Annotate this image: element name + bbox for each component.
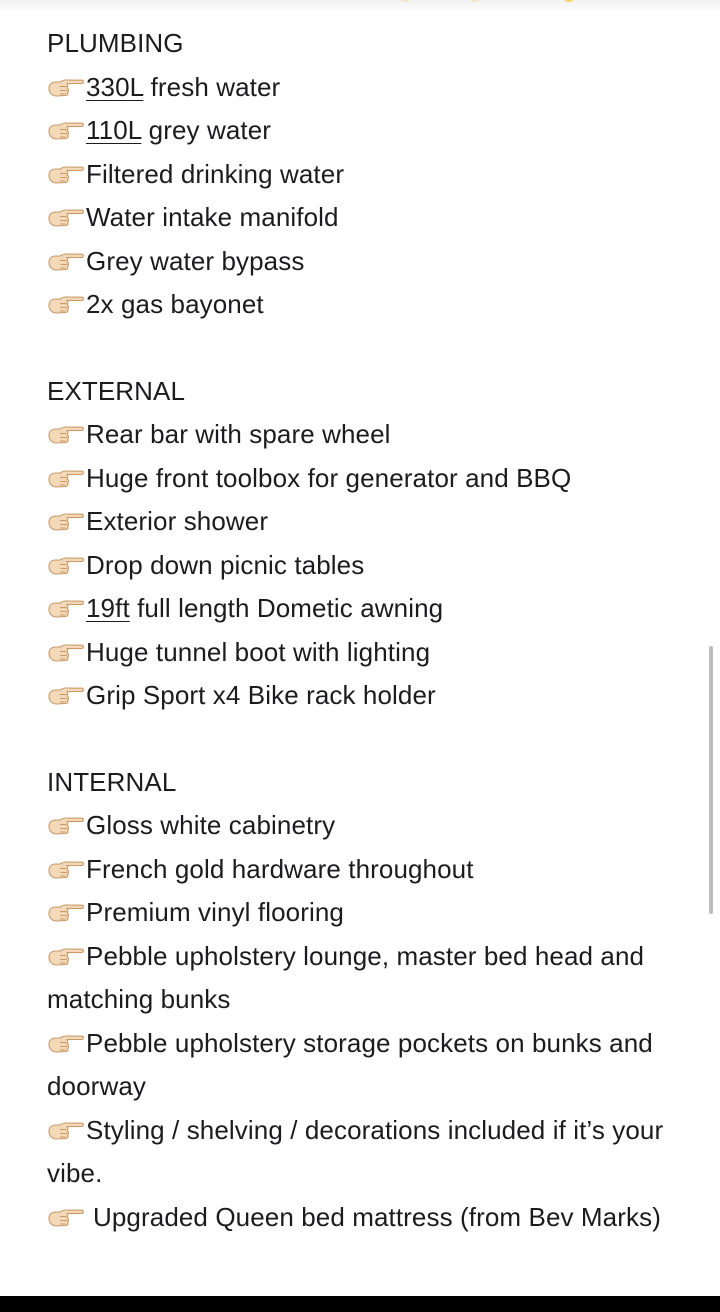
list-item-label: Premium vinyl flooring xyxy=(86,897,344,927)
list-item xyxy=(47,631,687,675)
pointing-hand-icon xyxy=(47,1032,85,1054)
list-item-text xyxy=(86,854,474,884)
list-item-label: Water intake manifold xyxy=(86,202,339,232)
list-item-label: 2x gas bayonet xyxy=(86,289,264,319)
section-internal xyxy=(47,761,687,1240)
pointing-hand-icon xyxy=(47,858,85,880)
top-edge xyxy=(0,0,720,14)
list-item-text xyxy=(86,159,344,189)
list-item xyxy=(47,544,687,588)
pointing-hand-icon xyxy=(47,423,85,445)
list-item-text xyxy=(47,941,644,1015)
list-item xyxy=(47,109,687,153)
note-body[interactable] xyxy=(47,22,687,1239)
list-item-label: Upgraded Queen bed mattress (from Bev Marks) xyxy=(93,1201,661,1232)
list-item xyxy=(47,500,687,544)
list-item xyxy=(47,196,687,240)
pointing-hand-icon xyxy=(47,293,85,315)
list-item-label: Pebble upholstery lounge, master bed head and matching bunks xyxy=(47,940,645,1014)
section-plumbing xyxy=(47,22,687,327)
list-item-label: Exterior shower xyxy=(86,506,269,536)
list-item-text xyxy=(86,680,436,710)
pointing-hand-icon xyxy=(47,901,85,923)
list-item xyxy=(47,153,687,197)
section-external xyxy=(47,370,687,718)
list-item-label: Huge front toolbox for generator and BBQ xyxy=(86,462,572,493)
list-item-text xyxy=(86,506,268,536)
pointing-hand-icon xyxy=(47,163,85,185)
list-item-label: French gold hardware throughout xyxy=(86,853,474,884)
list-item-text xyxy=(86,637,430,667)
list-item xyxy=(47,283,687,327)
list-item xyxy=(47,1022,687,1109)
list-item-label: Styling / shelving / decorations included if it’s your vibe. xyxy=(47,1114,664,1188)
list-item-label: Rear bar with spare wheel xyxy=(86,419,391,449)
list-item xyxy=(47,891,687,935)
pointing-hand-icon xyxy=(47,597,85,619)
list-item-label: Filtered drinking water xyxy=(86,158,345,189)
list-item-text xyxy=(86,463,571,493)
list-item-text xyxy=(93,1202,661,1232)
pointing-hand-icon xyxy=(47,554,85,576)
list-item xyxy=(47,674,687,718)
list-item-text xyxy=(86,810,335,840)
list-item-label: full length Dometic awning xyxy=(129,593,444,623)
section-heading: PLUMBING xyxy=(47,28,184,58)
list-item-label: Grey water bypass xyxy=(86,245,305,276)
section-heading: EXTERNAL xyxy=(47,375,186,406)
list-item-label: Huge tunnel boot with lighting xyxy=(86,636,431,667)
list-item-quantity: 330L xyxy=(86,71,144,102)
list-item xyxy=(47,413,687,457)
bottom-black-bar xyxy=(0,1296,720,1312)
list-item-label: grey water xyxy=(141,115,272,145)
emoji-fragment-icon xyxy=(562,0,576,2)
list-item-text xyxy=(86,593,443,623)
section-heading: INTERNAL xyxy=(47,766,177,797)
pointing-hand-icon xyxy=(47,1206,85,1228)
list-item-label: Grip Sport x4 Bike rack holder xyxy=(86,680,436,710)
pointing-hand-icon xyxy=(47,510,85,532)
pointing-hand-icon xyxy=(47,76,85,98)
list-item-text xyxy=(47,1115,663,1189)
list-item xyxy=(47,1109,687,1196)
pointing-hand-icon xyxy=(47,467,85,489)
list-item-text xyxy=(86,289,264,319)
list-item xyxy=(47,240,687,284)
pointing-hand-icon xyxy=(47,641,85,663)
pointing-hand-icon xyxy=(47,684,85,706)
emoji-fragment-icon xyxy=(468,0,482,2)
pointing-hand-icon xyxy=(47,1119,85,1141)
list-item-text xyxy=(86,115,271,145)
list-item xyxy=(47,848,687,892)
pointing-hand-icon xyxy=(47,250,85,272)
pointing-hand-icon xyxy=(47,945,85,967)
list-item xyxy=(47,804,687,848)
list-item-label: Gloss white cabinetry xyxy=(86,810,336,840)
vertical-scrollbar[interactable] xyxy=(709,646,713,914)
list-item-text xyxy=(86,72,280,102)
list-item-text xyxy=(47,1028,653,1102)
list-item xyxy=(47,66,687,110)
list-item xyxy=(47,1196,687,1240)
list-item-text xyxy=(86,246,304,276)
list-item-text xyxy=(86,550,364,580)
list-item-label: Drop down picnic tables xyxy=(86,549,365,580)
pointing-hand-icon xyxy=(47,814,85,836)
list-item-quantity: 19ft xyxy=(86,593,130,623)
pointing-hand-icon xyxy=(47,119,85,141)
list-item-label: Pebble upholstery storage pockets on bunks and doorway xyxy=(47,1027,653,1101)
emoji-fragment-icon xyxy=(398,0,412,2)
list-item xyxy=(47,935,687,1022)
list-item-label: fresh water xyxy=(143,71,281,102)
list-item-text xyxy=(86,202,339,232)
list-item-quantity: 110L xyxy=(86,115,142,145)
list-item-text xyxy=(86,897,344,927)
list-item xyxy=(47,587,687,631)
pointing-hand-icon xyxy=(47,206,85,228)
list-item xyxy=(47,457,687,501)
list-item-text xyxy=(86,419,391,449)
